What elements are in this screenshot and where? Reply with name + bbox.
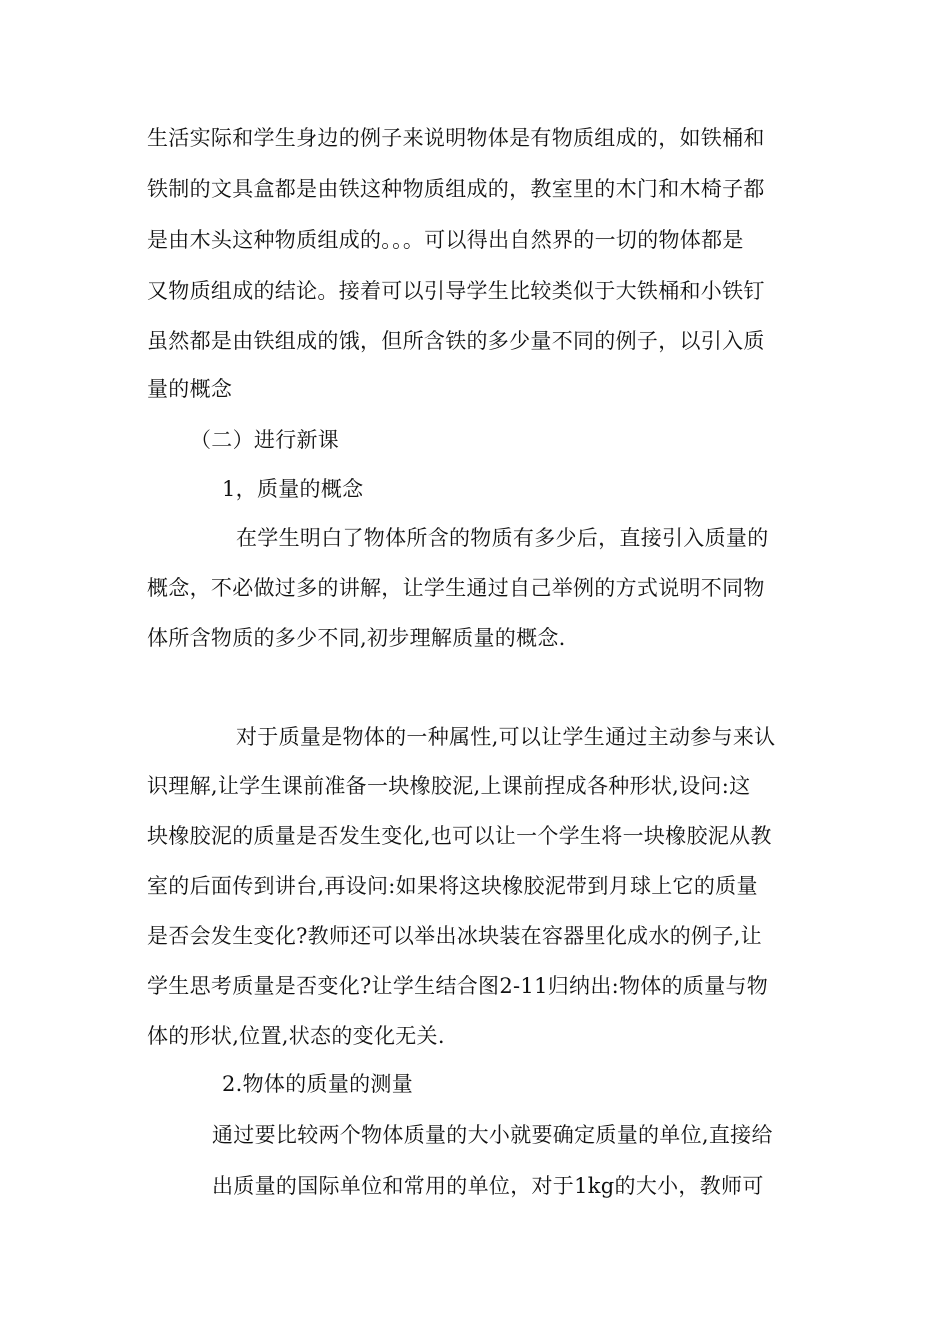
paragraph-line: 是由木头这种物质组成的。。。可以得出自然界的一切的物体都是 bbox=[147, 228, 744, 252]
paragraph-line: 室的后面传到讲台,再设问:如果将这块橡胶泥带到月球上它的质量 bbox=[147, 874, 758, 898]
paragraph-line: 在学生明白了物体所含的物质有多少后，直接引入质量的 bbox=[236, 526, 769, 550]
subheading-mass-concept: 1，质量的概念 bbox=[222, 477, 364, 501]
paragraph-line: 量的概念 bbox=[147, 377, 233, 401]
paragraph-line: 出质量的国际单位和常用的单位，对于1kg的大小，教师可 bbox=[212, 1174, 764, 1198]
paragraph-line: 概念，不必做过多的讲解，让学生通过自己举例的方式说明不同物 bbox=[147, 576, 765, 600]
paragraph-line: 体所含物质的多少不同,初步理解质量的概念. bbox=[147, 626, 566, 650]
paragraph-line: 又物质组成的结论。接着可以引导学生比较类似于大铁桶和小铁钉 bbox=[147, 279, 765, 303]
paragraph-line: 学生思考质量是否变化?让学生结合图2-11归纳出:物体的质量与物 bbox=[147, 974, 769, 998]
paragraph-line: 生活实际和学生身边的例子来说明物体是有物质组成的，如铁桶和 bbox=[147, 126, 765, 150]
subheading-mass-measurement: 2.物体的质量的测量 bbox=[222, 1072, 414, 1096]
paragraph-line: 是否会发生变化?教师还可以举出冰块装在容器里化成水的例子,让 bbox=[147, 924, 762, 948]
paragraph-line: 铁制的文具盒都是由铁这种物质组成的，教室里的木门和木椅子都 bbox=[147, 177, 765, 201]
paragraph-line: 虽然都是由铁组成的饿，但所含铁的多少量不同的例子，以引入质 bbox=[147, 329, 765, 353]
paragraph-line: 识理解,让学生课前准备一块橡胶泥,上课前捏成各种形状,设问:这 bbox=[147, 774, 751, 798]
paragraph-line: 对于质量是物体的一种属性,可以让学生通过主动参与来认 bbox=[236, 725, 776, 749]
paragraph-line: 块橡胶泥的质量是否发生变化,也可以让一个学生将一块橡胶泥从教 bbox=[147, 824, 772, 848]
paragraph-line: 通过要比较两个物体质量的大小就要确定质量的单位,直接给 bbox=[212, 1123, 773, 1147]
section-heading: （二）进行新课 bbox=[190, 428, 340, 452]
paragraph-line: 体的形状,位置,状态的变化无关. bbox=[147, 1024, 445, 1048]
